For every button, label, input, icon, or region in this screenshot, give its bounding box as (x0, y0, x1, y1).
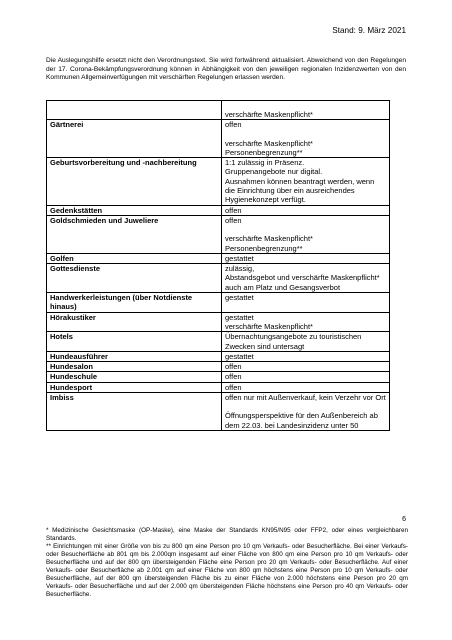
facility-name: Hundesalon (47, 362, 222, 372)
facility-rule (222, 293, 390, 313)
rule-line: Personenbegrenzung** (225, 243, 303, 253)
facility-rule (222, 253, 390, 263)
rule-line: verschärfte Maskenpflicht* (225, 321, 313, 331)
facility-name: Hundeschule (47, 372, 222, 382)
facility-rule (222, 158, 390, 205)
rule-line: verschärfte Maskenpflicht* (225, 234, 313, 244)
rule-line: offen (225, 205, 242, 215)
table-row (47, 351, 390, 361)
facility-rule (222, 332, 390, 352)
table-row (47, 332, 390, 352)
facility-name: Handwerkerleistungen (über Notdienste hinaus) (47, 293, 222, 313)
facility-name: Hotels (47, 332, 222, 352)
facility-rule (222, 264, 390, 293)
facility-rule (222, 351, 390, 361)
table-row (47, 158, 390, 205)
facility-rule (222, 362, 390, 372)
rule-line: offen (225, 372, 242, 382)
facility-name: Imbiss (47, 393, 222, 431)
rule-line: gestattet (225, 351, 254, 361)
footnote-mask: * Medizinische Gesichtsmaske (OP-Maske), eine Maske der Standards KN95/N95 oder FFP2, oder eines vergleichbaren Standards. (46, 527, 408, 542)
table-row (47, 393, 390, 431)
rule-line: Übernachtungsangebote zu touristischen Zwecken sind untersagt (225, 332, 362, 351)
rule-line (225, 130, 386, 139)
facility-rule (222, 382, 390, 392)
facility-rule (222, 372, 390, 382)
rule-line: Ausnahmen können beantragt werden, wenn die Einrichtung über ein ausreichendes Hygienekonzept verfügt. (225, 176, 375, 205)
facility-name: Golfen (47, 253, 222, 263)
table-row (47, 205, 390, 215)
rule-line: offen (225, 382, 242, 392)
facility-rule (222, 312, 390, 332)
table-row (47, 362, 390, 372)
facility-rule (222, 393, 390, 431)
rule-line (225, 402, 386, 411)
table-row (47, 382, 390, 392)
facility-rule (222, 120, 390, 158)
rule-line: Abstandsgebot und verschärfte Maskenpflicht* auch am Platz und Gesangsverbot (225, 273, 380, 292)
rule-line: offen (225, 362, 242, 372)
table-row (47, 215, 390, 253)
intro-text: Die Auslegungshilfe ersetzt nicht den Verordnungstext. Sie wird fortwährend aktualisiert. Abweichend von den Regelungen der 17. Corona-Bekämpfungsverordnung können in Abhängigkeit von den jeweiligen regionalen Inzidenzwerten von den Kommunen Allgemeinverfügungen mit verschärften Regelungen erlassen werden. (46, 57, 406, 82)
table-row (47, 101, 390, 120)
table-row (47, 120, 390, 158)
rule-line: verschärfte Maskenpflicht* (225, 138, 313, 148)
rule-line: Öffnungsperspektive für den Außenbereich ab dem 22.03. bei Landesinzidenz unter 50 (225, 411, 378, 430)
facility-rule (222, 101, 390, 120)
rule-line: Personenbegrenzung** (225, 147, 303, 157)
rule-line: offen (225, 215, 242, 225)
rule-line: gestattet (225, 312, 254, 322)
table-row (47, 253, 390, 263)
rules-table (46, 100, 390, 431)
facility-name: Gottesdienste (47, 264, 222, 293)
page-date: Stand: 9. März 2021 (332, 26, 406, 35)
facility-rule (222, 205, 390, 215)
footnotes (46, 527, 408, 599)
facility-rule (222, 215, 390, 253)
facility-name: Hundeausführer (47, 351, 222, 361)
rule-line (225, 101, 386, 110)
facility-name: Hundesport (47, 382, 222, 392)
footnote-capacity: ** Einrichtungen mit einer Größe von bis zu 800 qm eine Person pro 10 qm Verkaufs- oder Besucherfläche. Bei einer Verkaufs- oder Besucherfläche ab 801 qm bis 2.000qm insgesamt auf einer Fläche von 800 qm eine Person pro 10 qm Verkaufs- oder Besucherfläche und auf der 800 qm übersteigenden Fläche eine Person pro 20 qm Verkaufs- oder Besucherfläche. Auf einer Verkaufs- oder Besucherfläche ab 2.001 qm auf einer Fläche von 800 qm höchstens eine Person pro 10 qm Verkaufs- oder Besucherfläche, auf der 800 qm übersteigenden Fläche bis zu einer Fläche von 2.000 höchstens eine Person pro 20 qm Verkaufs- oder Besucherfläche und auf der 2.000 qm übersteigenden Fläche höchstens eine Person pro 40 qm Verkaufs- oder Besucherfläche. (46, 543, 408, 598)
rule-line: verschärfte Maskenpflicht* (225, 110, 313, 119)
rule-line: Gruppenangebote nur digital. (225, 167, 323, 177)
rule-line: 1:1 zulässig in Präsenz. (225, 158, 305, 168)
facility-name: Gedenkstätten (47, 205, 222, 215)
rule-line: gestattet (225, 253, 254, 263)
rule-line: offen nur mit Außenverkauf, kein Verzehr vor Ort (225, 393, 386, 403)
table-row (47, 264, 390, 293)
facility-name: Hörakustiker (47, 312, 222, 332)
facility-name (47, 101, 222, 120)
facility-name: Gärtnerei (47, 120, 222, 158)
rule-line (225, 225, 386, 234)
facility-name: Geburtsvorbereitung und -nachbereitung (47, 158, 222, 205)
facility-name: Goldschmieden und Juweliere (47, 215, 222, 253)
page-number: 6 (402, 516, 406, 523)
rule-line: offen (225, 120, 242, 130)
rule-line: zulässig, (225, 264, 255, 274)
rule-line: gestattet (225, 293, 254, 303)
table-row (47, 293, 390, 313)
table-row (47, 372, 390, 382)
table-row (47, 312, 390, 332)
